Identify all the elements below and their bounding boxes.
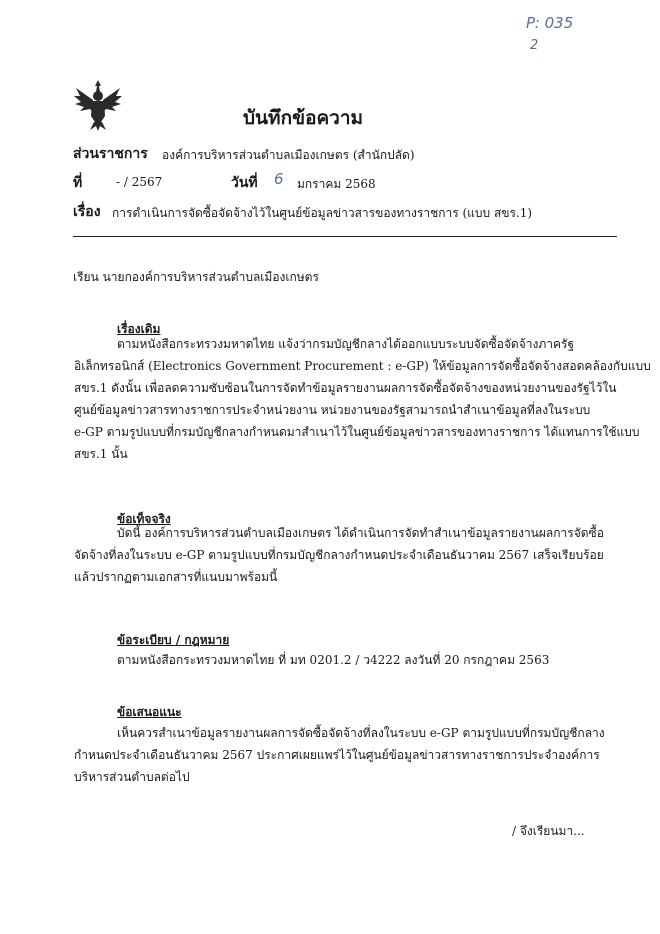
garuda-emblem-icon <box>72 76 124 132</box>
subject-value: การดำเนินการจัดซื้อจัดจ้างไว้ในศูนย์ข้อมูลข่าวสารของทางราชการ (แบบ สขร.1) <box>112 206 533 220</box>
text-line: e-GP ตามรูปแบบที่กรมบัญชีกลางกำหนดมาสำเนาไว้ในศูนย์ข้อมูลข่าวสารของทางราชการ ได้แทนการใช้แบบ <box>74 425 640 439</box>
handwritten-mark: 2 <box>530 38 539 53</box>
text-line: จัดจ้างที่ลงในระบบ e-GP ตามรูปแบบที่กรมบัญชีกลางกำหนดประจำเดือนธันวาคม 2567 เสร็จเรียบร้อย <box>74 548 604 562</box>
text-line: เห็นควรสำเนาข้อมูลรายงานผลการจัดซื้อจัดจ้างที่ลงในระบบ e-GP ตามรูปแบบที่กรมบัญชีกลาง <box>117 726 605 740</box>
text-line: สขร.1 ดังนั้น เพื่อลดความซับซ้อนในการจัดทำข้อมูลรายงานผลการจัดซื้อจัดจ้างของหน่วยงานของรัฐไว้ใน <box>74 381 617 395</box>
number-label: ที่ <box>73 175 83 191</box>
text-line: อิเล็กทรอนิกส์ (Electronics Government Procurement : e-GP) ให้ข้อมูลการจัดซื้อจัดจ้างสอดคล้องกับแบบ <box>74 359 651 373</box>
text-line: แล้วปรากฏตามเอกสารที่แนบมาพร้อมนี้ <box>74 570 278 584</box>
memo-title: บันทึกข้อความ <box>243 107 364 129</box>
section-heading-recommendation: ข้อเสนอแนะ <box>117 705 182 719</box>
text-line: บริหารส่วนตำบลต่อไป <box>74 770 190 784</box>
text-line: ตามหนังสือกระทรวงมหาดไทย ที่ มท 0201.2 / ว4222 ลงวันที่ 20 กรกฎาคม 2563 <box>117 653 550 667</box>
section-body-background <box>74 333 651 465</box>
text-line: ตามหนังสือกระทรวงมหาดไทย แจ้งว่ากรมบัญชีกลางได้ออกแบบระบบจัดซื้อจัดจ้างภาครัฐ <box>117 337 575 351</box>
handwritten-page-number: P: 035 <box>526 14 574 32</box>
section-body-regulation <box>74 649 584 671</box>
section-body-facts <box>74 522 604 588</box>
section-heading-background: เรื่องเดิม <box>117 322 161 336</box>
date-day-handwritten: 6 <box>274 170 284 188</box>
text-line: ศูนย์ข้อมูลข่าวสารทางราชการประจำหน่วยงาน หน่วยงานของรัฐสามารถนำสำเนาข้อมูลที่ลงในระบบ <box>74 403 591 417</box>
section-heading-regulation: ข้อระเบียบ / กฎหมาย <box>117 633 230 647</box>
date-month-year: มกราคม 2568 <box>297 177 376 191</box>
text-line: กำหนดประจำเดือนธันวาคม 2567 ประกาศเผยแพร่ไว้ในศูนย์ข้อมูลข่าวสารทางราชการประจำองค์การ <box>74 748 600 762</box>
header-divider <box>73 236 617 237</box>
text-line: สขร.1 นั้น <box>74 447 128 461</box>
date-label: วันที่ <box>231 175 258 191</box>
agency-value: องค์การบริหารส่วนตำบลเมืองเกษตร (สำนักปลัด) <box>162 148 415 162</box>
addressee: เรียน นายกองค์การบริหารส่วนตำบลเมืองเกษตร <box>73 270 319 284</box>
continuation-note: / จึงเรียนมา... <box>512 824 585 838</box>
section-heading-facts: ข้อเท็จจริง <box>117 512 171 526</box>
number-value: - / 2567 <box>116 175 163 189</box>
section-body-recommendation <box>74 722 605 788</box>
text-line: บัดนี้ องค์การบริหารส่วนตำบลเมืองเกษตร ได้ดำเนินการจัดทำสำเนาข้อมูลรายงานผลการจัดซื้อ <box>117 526 604 540</box>
agency-label: ส่วนราชการ <box>73 146 148 162</box>
subject-label: เรื่อง <box>73 204 101 220</box>
